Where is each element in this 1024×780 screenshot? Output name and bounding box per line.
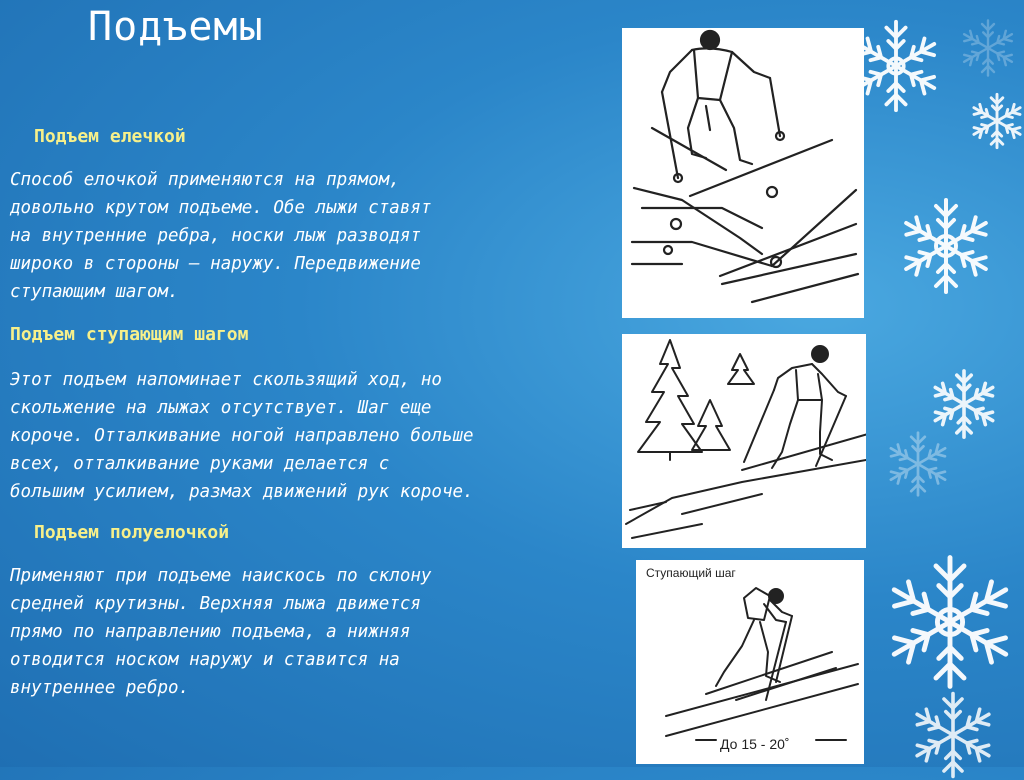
snowflake-icon bbox=[958, 18, 1018, 78]
diagram-caption: Ступающий шаг bbox=[646, 566, 736, 580]
snowflake-icon bbox=[880, 552, 1020, 692]
slope-angle-label: До 15 - 20˚ bbox=[720, 736, 790, 752]
snowflake-icon bbox=[896, 196, 996, 296]
slide-title: Подъемы bbox=[88, 4, 264, 50]
skier-stepping-image bbox=[622, 334, 866, 548]
snowflake-icon bbox=[884, 430, 952, 498]
heading-half-herringbone: Подъем полуелочкой bbox=[34, 522, 230, 543]
heading-herringbone: Подъем елечкой bbox=[34, 126, 186, 147]
paragraph-herringbone: Способ елочкой применяются на прямом, довольно крутом подъеме. Обе лыжи ставят на внутренние ребра, носки лыж разводят широко в стороны – наружу. Передвижение ступающим шагом. bbox=[10, 170, 432, 302]
paragraph-stepping: Этот подъем напоминает скользящий ход, но скольжение на лыжах отсутствует. Шаг еще короче. Отталкивание ногой направлено больше всех, отталкивание руками делается с большим усилием, размах движений рук короче. bbox=[10, 370, 474, 502]
stepping-stride-diagram bbox=[636, 560, 864, 764]
heading-stepping: Подъем ступающим шагом bbox=[10, 324, 249, 345]
snowflake-icon bbox=[968, 92, 1024, 150]
paragraph-half-herringbone: Применяют при подъеме наискось по склону средней крутизны. Верхняя лыжа движется прямо по направлению подъема, а нижняя отводится носком наружу и ставится на внутреннее ребро. bbox=[10, 566, 432, 698]
skier-herringbone-image bbox=[622, 28, 864, 318]
